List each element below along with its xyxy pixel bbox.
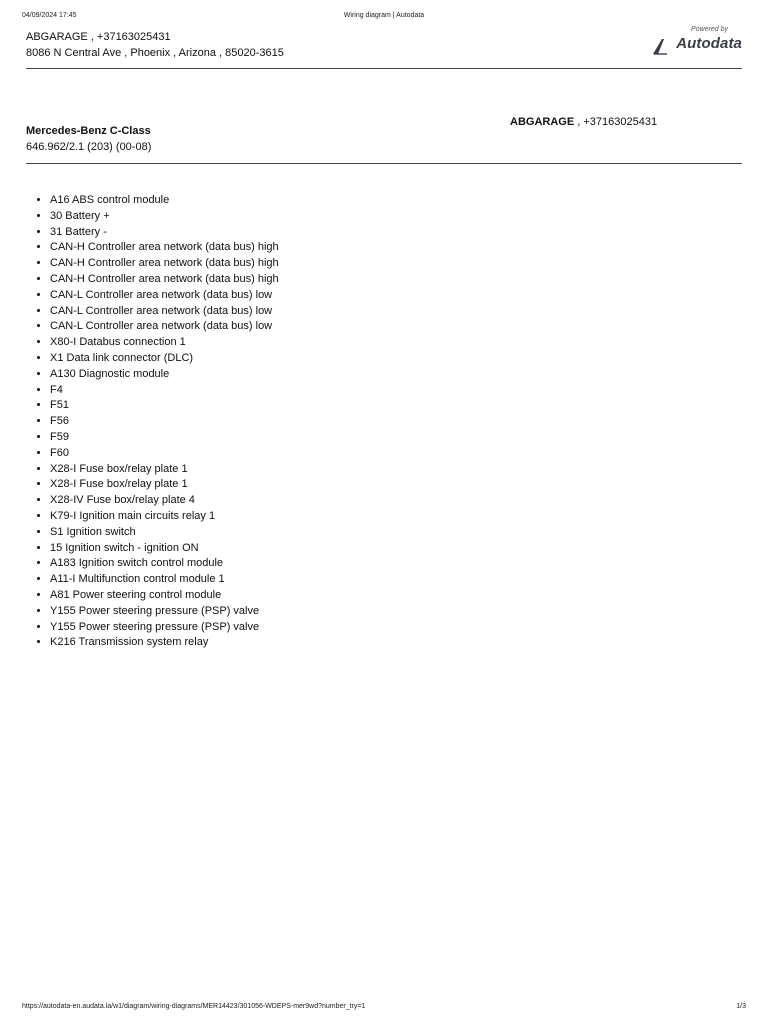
vehicle-info <box>26 123 151 155</box>
list-item: • X28-I Fuse box/relay plate 1 <box>50 462 279 478</box>
list-item: • 30 Battery + <box>50 209 279 225</box>
list-item: • X80-I Databus connection 1 <box>50 335 279 351</box>
vehicle-engine: 646.962/2.1 (203) (00-08) <box>26 141 152 153</box>
list-item: • X1 Data link connector (DLC) <box>50 351 279 367</box>
list-item: • F59 <box>50 430 279 446</box>
autodata-brand: Autodata <box>676 35 742 52</box>
garage-info-right <box>510 116 657 128</box>
list-item: • A183 Ignition switch control module <box>50 556 279 572</box>
print-datetime: 04/09/2024 17:45 <box>22 12 77 19</box>
header-divider <box>26 68 742 69</box>
component-list <box>26 193 279 651</box>
list-item: • 15 Ignition switch - ignition ON <box>50 541 279 557</box>
list-item: • S1 Ignition switch <box>50 525 279 541</box>
vehicle-model: Mercedes-Benz C-Class <box>26 125 151 137</box>
print-page-title: Wiring diagram | Autodata <box>343 12 425 19</box>
list-item: • F51 <box>50 398 279 414</box>
list-item: • A16 ABS control module <box>50 193 279 209</box>
list-item: • X28-IV Fuse box/relay plate 4 <box>50 493 279 509</box>
list-item: • Y155 Power steering pressure (PSP) valve <box>50 604 279 620</box>
page-number: 1/3 <box>736 1003 746 1010</box>
list-item: • CAN-L Controller area network (data bus) low <box>50 288 279 304</box>
powered-by-text: Powered by <box>691 26 728 33</box>
garage-info <box>26 29 284 61</box>
list-item: • A81 Power steering control module <box>50 588 279 604</box>
list-item: • K216 Transmission system relay <box>50 635 279 651</box>
list-item: • A11-I Multifunction control module 1 <box>50 572 279 588</box>
list-item: • K79-I Ignition main circuits relay 1 <box>50 509 279 525</box>
list-item: • X28-I Fuse box/relay plate 1 <box>50 477 279 493</box>
list-item: • F56 <box>50 414 279 430</box>
list-item: • CAN-H Controller area network (data bus) high <box>50 272 279 288</box>
autodata-logo <box>650 26 742 60</box>
list-item: • F60 <box>50 446 279 462</box>
list-item: • A130 Diagnostic module <box>50 367 279 383</box>
garage-name-phone: ABGARAGE , +37163025431 <box>26 31 171 43</box>
print-url: https://autodata-en.audata.la/w1/diagram/wiring-diagrams/MER14423/301056-WDEPS-mer9wd?number_try=1 <box>22 1003 366 1010</box>
garage-right-name: ABGARAGE <box>510 116 575 128</box>
list-item: • CAN-H Controller area network (data bus) high <box>50 256 279 272</box>
list-item: • CAN-L Controller area network (data bus) low <box>50 304 279 320</box>
list-item: • 31 Battery - <box>50 225 279 241</box>
vehicle-divider <box>26 163 742 164</box>
list-item: • Y155 Power steering pressure (PSP) valve <box>50 620 279 636</box>
print-footer <box>22 1003 746 1010</box>
list-item: • CAN-H Controller area network (data bus) high <box>50 240 279 256</box>
list-item: • CAN-L Controller area network (data bus) low <box>50 319 279 335</box>
autodata-logo-mark-icon <box>652 37 668 55</box>
garage-right-phone: , +37163025431 <box>574 116 658 128</box>
list-item: • F4 <box>50 383 279 399</box>
garage-address: 8086 N Central Ave , Phoenix , Arizona , 85020-3615 <box>26 47 284 59</box>
